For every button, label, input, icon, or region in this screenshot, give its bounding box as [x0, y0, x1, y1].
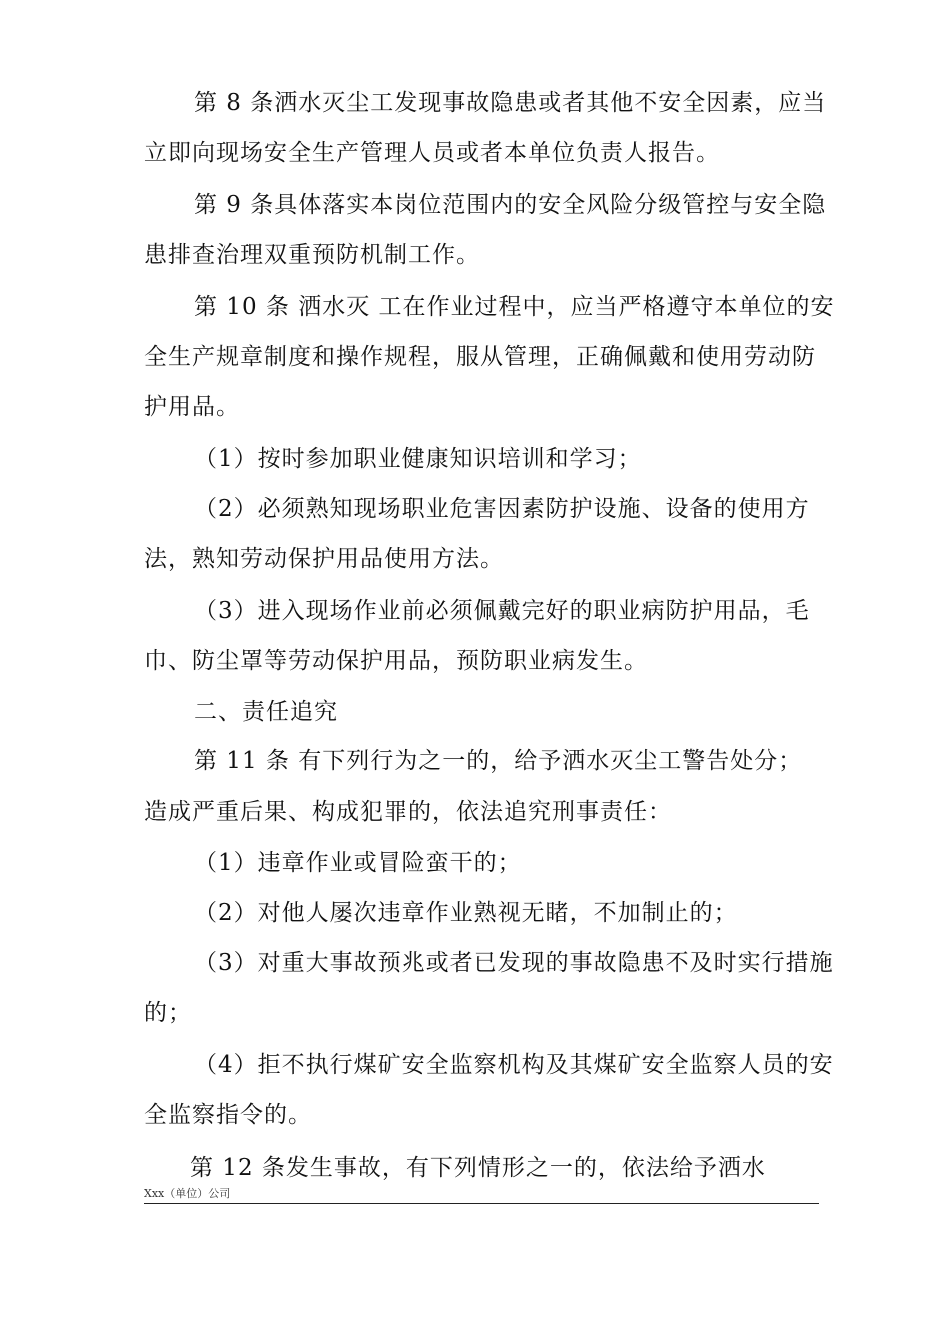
text-line: （2）必须熟知现场职业危害因素防护设施、设备的使用方	[194, 496, 810, 522]
text-line: 全生产规章制度和操作规程，服从管理，正确佩戴和使用劳动防	[144, 344, 816, 370]
text-line: 第 8 条洒水灭尘工发现事故隐患或者其他不安全因素，应当	[194, 90, 827, 116]
text-line: 护用品。	[144, 394, 240, 420]
text-line: 巾、防尘罩等劳动保护用品，预防职业病发生。	[144, 648, 648, 674]
section-heading: 二、责任追究	[194, 699, 338, 725]
text-line: 第 11 条 有下列行为之一的，给予洒水灭尘工警告处分；	[194, 748, 803, 774]
text-line: （1）违章作业或冒险蛮干的；	[194, 850, 522, 876]
text-line: （3）对重大事故预兆或者已发现的事故隐患不及时实行措施	[194, 950, 834, 976]
text-line: 造成严重后果、构成犯罪的，依法追究刑事责任：	[144, 799, 672, 825]
text-line: （1）按时参加职业健康知识培训和学习；	[194, 446, 642, 472]
text-line: （3）进入现场作业前必须佩戴完好的职业病防护用品，毛	[194, 598, 810, 624]
text-line: 法，熟知劳动保护用品使用方法。	[144, 546, 504, 572]
text-line: 第 9 条具体落实本岗位范围内的安全风险分级管控与安全隐	[194, 192, 827, 218]
text-line: （2）对他人屡次违章作业熟视无睹，不加制止的；	[194, 900, 738, 926]
text-line: （4）拒不执行煤矿安全监察机构及其煤矿安全监察人员的安	[194, 1052, 834, 1078]
footer-company-name: Xxx（单位）公司	[144, 1187, 231, 1200]
text-line: 的；	[144, 1000, 192, 1026]
text-line: 第 10 条 洒水灭 工在作业过程中，应当严格遵守本单位的安	[194, 294, 835, 320]
text-line: 第 12 条发生事故，有下列情形之一的，依法给予洒水	[190, 1155, 766, 1181]
text-line: 全监察指令的。	[144, 1102, 312, 1128]
text-line: 患排查治理双重预防机制工作。	[144, 242, 480, 268]
page-footer	[144, 1186, 819, 1204]
text-line: 立即向现场安全生产管理人员或者本单位负责人报告。	[144, 140, 720, 166]
